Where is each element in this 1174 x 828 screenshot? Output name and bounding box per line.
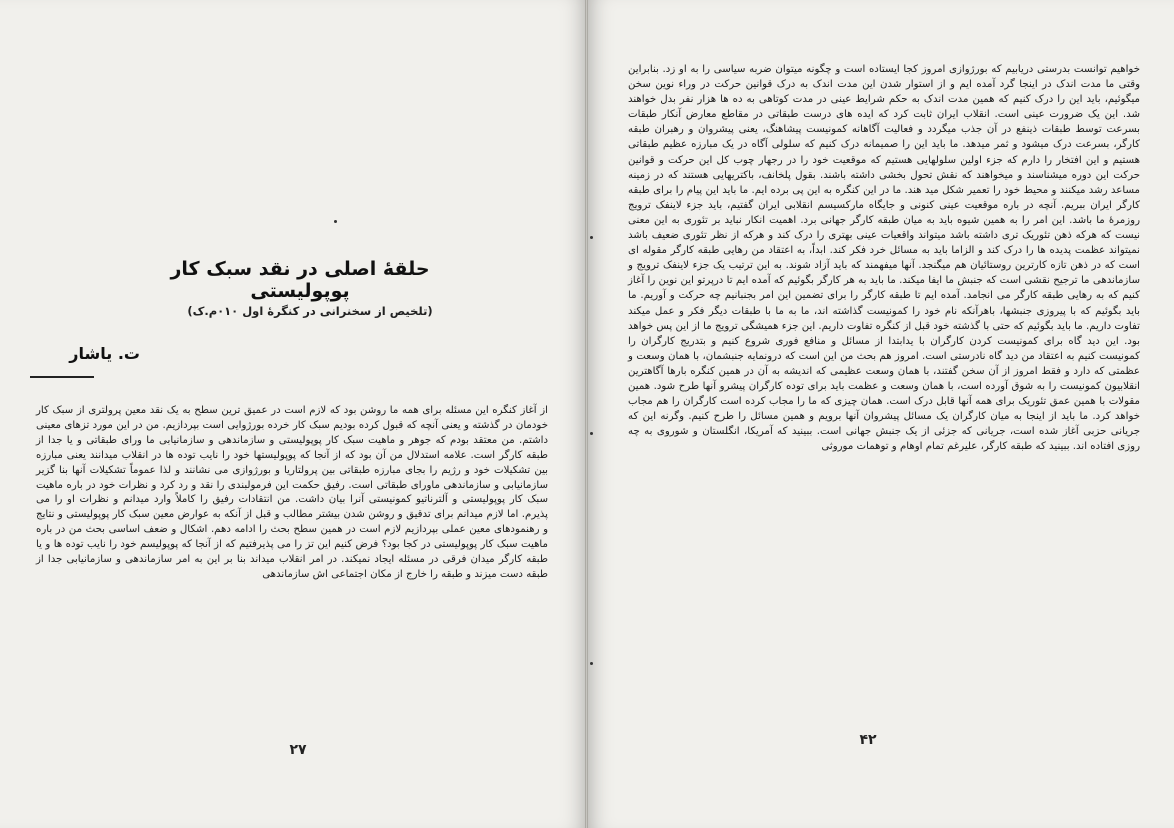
left-body-paragraph: از آغاز کنگره این مسئله برای همه ما روشن بود که لازم است در عمیق ترین سطح به یک نقد معین پرولتری از سبک کار خودمان در گذشته و یعنی آنچه که قبول کرده بودیم سبک کار خرده بورژوایی است بپردازیم. من در این مورد تزهای معینی داشتم. من معتقد بودم که جوهر و ماهیت سبک کار پوپولیستی و سازماندهی و سازمانیابی ما ورای طبقاتی و یا جدا از طبقه کارگر است. علامه استدلال من آن بود که از آنجا که پوپولیستها خود را نایب توده ها در انقلاب میدانند یعنی مبارزه بین تشکیلات خود و رژیم را بجای مبارزه طبقاتی بین پرولتاریا و بورژوازی می نشانند و لذا عموماً تشکیلات آنها بنا گزیر سازمانیابی و سازماندهی ماورای طبقاتی است. رفیق حکمت این فرمولبندی را نقد و رد کرد و نظرات خود در باره ماهیت سبک کار پوپولیستی و آلترناتیو کمونیستی آنرا بیان داشت. من انتقادات رفیق را کاملاً وارد میدانم و نظرات او را می پذیرم. اما لازم میدانم برای تدقیق و روشن شدن بیشتر مطالب و قبل از آنکه به عوارض معین سبک کار پوپولیستی و نتایج و رهنمودهای معین عملی بپردازیم لازم است در همین سطح بحث را ادامه دهم. اشکال و ضعف اساسی بحث من در باره ماهیت سبک کار پوپولیستی در کجا بود؟ فرض کنیم این تز را می پذیرفتیم که از آنجا که پوپولیسم خود را نایب توده ها و یا طبقه کارگر میدان فرقی در مسئله ایجاد نمیکند. در امر انقلاب میداند بنا بر این به امر سازماندهی و سازمانیابی جدا از طبقه دست میزند و طبقه را خارج از مکان اجتماعی اش سازماندهی	[36, 405, 548, 580]
left-page-number: ۲۷	[289, 742, 307, 758]
left-page	[0, 0, 586, 828]
right-page	[588, 0, 1174, 828]
binding-dot	[590, 432, 593, 435]
right-body-paragraph: خواهیم توانست بدرستی دریابیم که بورژوازی امروز کجا ایستاده است و چگونه میتوان ضربه سیاسی را به او زد. بنابراین وقتی ما مدت اندک در اینجا گرد آمده ایم و از استوار شدن این مدت اندک به درک قوانین حرکت در وراء نوین سخن میگوئیم، باید این را درک کنیم که همین مدت اندک به حکم شرایط عینی در مدت کوتاهی به ده ها هزار نفر بدل خواهند شد. این یک ضرورت عینی است. انقلاب ایران ثابت کرد که ایده های درست طبقاتی در مقاطع معارض آنکار طبقات بسرعت توسط طبقات ذینفع در آن جذب میگردد و فعالیت آگاهانه کمونیست پیشاهنگ، یعنی پیشروان و رهبران طبقه کارگر، بسرعت درک میشود و ثمر میدهد. ما باید این را صمیمانه درک کنیم که سلولی آگاه در یک مبارزه عظیم طبقاتی هستیم و این افتخار را دارم که جزء اولین سلولهایی هستیم که موقعیت خود را در رجهار چوب کل این حرکت و قوانین حرکت این دوره میشناسند و میخواهند که نقش تحول بخشی داشته باشند. بقول پلخانف، باکتریهایی هستند که در زمینه مساعد رشد میکنند و محیط خود را تعمیر شکل مید هند. ما در این کنگره به این پی برده ایم. ما باید این پیام را برای طبقه کارگر ایران ببریم. آنچه در باره موقعیت عینی کنونی و جایگاه مارکسیسم انقلابی ایران گفتیم، باید جزء لاینفک ترویج روزمرهٔ ما باشد. این امر را به همین شیوه باید به میان طبقه کارگر جهانی برد. اهمیت انکار نباید بر تئوری به این معنی نیست که هرکه ذهن تئوریک تری داشته باشد میتواند واقعیات عینی بهتری را درک کند و هرکه از نظر تئوری ضعیف باشد نمیتواند عظمت پدیده ها را درک کند و الزاما باید به مسائل خرد فکر کند. ابداً، به اعتقاد من رهایی طبقه کارگر مقوله ای است که در ذهن تازه کارترین روستائیان هم میگنجد. آنها میفهمند که باید آزاد شوند. به این ترتیب یک جزء لاینفک ترویج و سازماندهی ما ترجیح نقشی است که جنبش ما ایفا میکند. ما باید به هر کارگر بگوئیم که آمده ایم تا درپرتو این نوین را آغاز کنیم که به رهایی طبقه کارگر می انجامد. آمده ایم تا طبقه کارگر را برای تضمین این امر بجنبانیم چه حرکت و آوریم. ما باید بگوئیم که با پیروزی جنبشها، باهرآنکه نام خود را کمونیست گذاشته اند، ما به ما با طبقات دیگر فکر و عمل میکند تفاوت داریم. ما باید بگوئیم که حتی با گذشته خود قبل از کنگره تفاوت داریم. این جزء همیشگی ترویج ما از این پس خواهد بود. این دید گاه برای کمونیست کردن کارگران با یدابتدا از مسائل و منافع فوری شروع کنیم و بتدریج کارگران را کمونیست کنیم به اعتقاد من دید گاه نادرستی است. امروز هم بحث من این است که درونمایه جنبشمان، با همان وسعت و عظمتی که دارد و فقط امروز از آن سخن گفتند، با همان وسعت عظیمی که اندیشه به آن در همین کنگره بارها آگاهترین انقلابیون کمونیست را به شوق آورده است، با همان وسعت و عظمت باید برای توده کارگران پیشرو آنها طرح شود. همین مقولات با همین عمق تئوریک برای همه آنها قابل درک است. همان چیزی که ما را مجاب کرده است کارگران را هم مجاب خواهد کرد. ما باید از اینجا به میان کارگران یک مسائل پیشروان آنها برویم و همین مسائل را طرح کنیم. وگرنه این که جریانی حزبی آغاز شده است، جریانی که جزئی از یک جنبش جهانی است. ببینید که آمریکا، انگلستان و شوروی به چه روزی افتاده اند. ببینید که طبقه کارگر، علیرغم تمام اوهام و توهمات موروثی	[628, 64, 1140, 453]
author-underline	[30, 376, 94, 378]
binding-dot	[590, 662, 593, 665]
right-body-text	[628, 62, 1140, 454]
article-title: حلقهٔ اصلی در نقد سبک کار پوپولیستی	[170, 258, 430, 302]
print-speck	[334, 220, 337, 223]
right-page-number: ۴۲	[859, 732, 877, 748]
left-body-text	[36, 404, 548, 583]
author-name: ت. یاشار	[69, 344, 140, 363]
binding-dot	[590, 236, 593, 239]
article-subtitle: (تلخیص از سخنرانی در کنگرهٔ اول ۰۱۰م.ک)	[187, 304, 433, 318]
